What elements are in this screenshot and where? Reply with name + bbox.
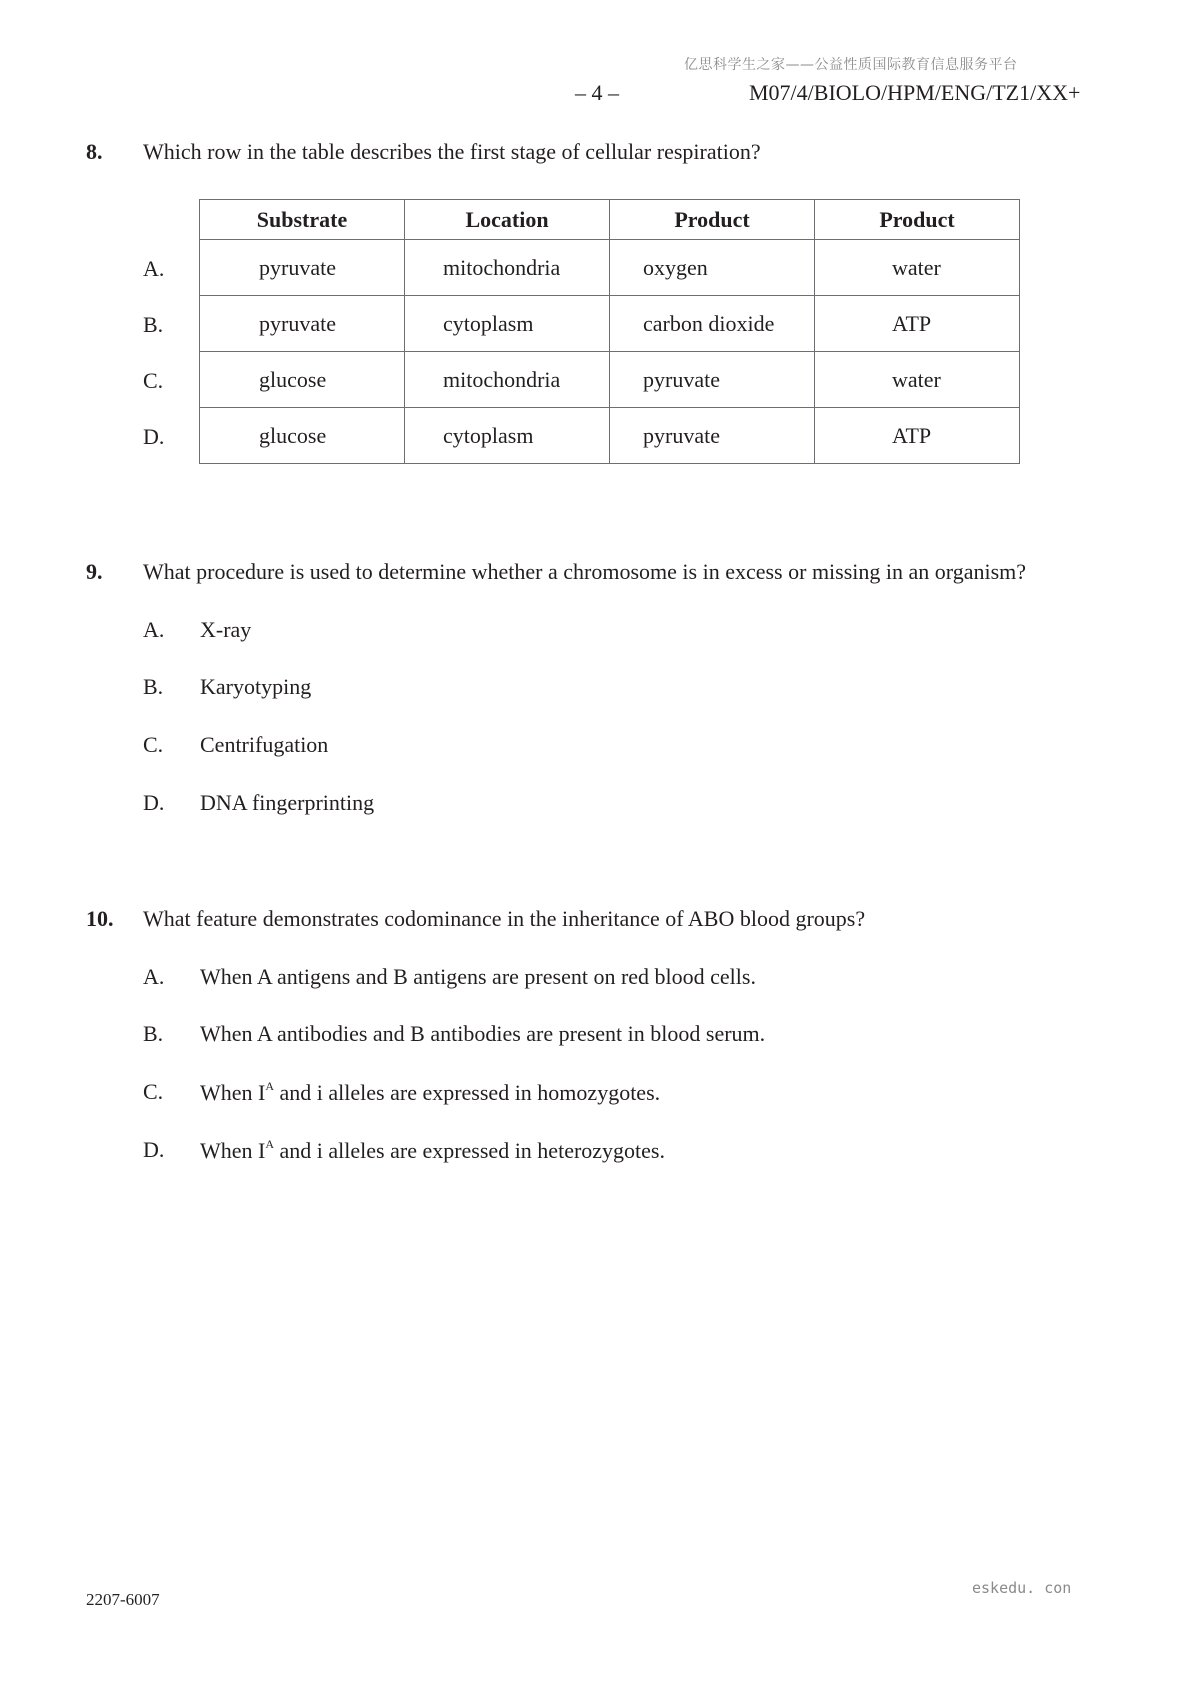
option-text: When A antigens and B antigens are present on red blood cells. [200,964,756,989]
option-text: Centrifugation [200,732,329,757]
option-letter: A. [143,964,165,989]
footer-code: 2207-6007 [86,1590,160,1609]
table-header-row [200,200,1020,240]
option-letter: B. [143,674,164,699]
paper-code: M07/4/BIOLO/HPM/ENG/TZ1/XX+ [749,80,1081,105]
watermark-footer: eskedu. con [972,1579,1072,1597]
table-cell: water [815,240,1020,296]
option-text: X-ray [200,617,252,642]
page-number: – 4 – [575,80,619,105]
option-text: Karyotyping [200,674,312,699]
question-10-text: What feature demonstrates codominance in the inheritance of ABO blood groups? [143,906,866,931]
option-letter: D. [143,1137,165,1162]
table-cell: cytoplasm [405,408,610,464]
option-letter: C. [143,1079,164,1104]
table-cell: ATP [815,408,1020,464]
table-cell: water [815,352,1020,408]
column-header-product: Product [610,200,815,240]
table-cell: pyruvate [610,408,815,464]
table-cell: cytoplasm [405,296,610,352]
allele-superscript: A [265,1137,275,1151]
option-text-pre: When I [200,1138,266,1163]
table-cell: glucose [200,408,405,464]
table-row-letter: C. [143,368,164,393]
table-cell: carbon dioxide [610,296,815,352]
watermark-header: 亿思科学生之家——公益性质国际教育信息服务平台 [684,57,1018,73]
table-cell: oxygen [610,240,815,296]
table-cell: mitochondria [405,352,610,408]
option-letter: D. [143,790,165,815]
option-letter: B. [143,1021,164,1046]
column-header-product: Product [815,200,1020,240]
option-text-post: and i alleles are expressed in heterozygotes. [274,1138,665,1163]
table-row [200,352,1020,408]
table-row [200,296,1020,352]
table-row-letter: A. [143,256,165,281]
question-9-number: 9. [86,559,103,584]
question-10-number: 10. [86,906,114,931]
column-header-substrate: Substrate [200,200,405,240]
option-text: When A antibodies and B antibodies are present in blood serum. [200,1021,766,1046]
option-text [200,1079,660,1106]
column-header-location: Location [405,200,610,240]
table-cell: glucose [200,352,405,408]
respiration-table [199,199,1020,464]
option-text: DNA fingerprinting [200,790,375,815]
option-text [200,1137,665,1164]
option-letter: C. [143,732,164,757]
table-cell: pyruvate [610,352,815,408]
option-letter: A. [143,617,165,642]
question-8-text: Which row in the table describes the first stage of cellular respiration? [143,139,761,164]
allele-superscript: A [265,1079,275,1093]
question-8-number: 8. [86,139,103,164]
table-cell: mitochondria [405,240,610,296]
table-row-letter: B. [143,312,164,337]
table-row-letter: D. [143,424,165,449]
question-9-text: What procedure is used to determine whether a chromosome is in excess or missing in an organism? [143,559,1027,584]
option-text-pre: When I [200,1080,266,1105]
option-text-post: and i alleles are expressed in homozygotes. [274,1080,661,1105]
table-cell: ATP [815,296,1020,352]
table-row [200,240,1020,296]
table-cell: pyruvate [200,240,405,296]
table-cell: pyruvate [200,296,405,352]
table-row [200,408,1020,464]
